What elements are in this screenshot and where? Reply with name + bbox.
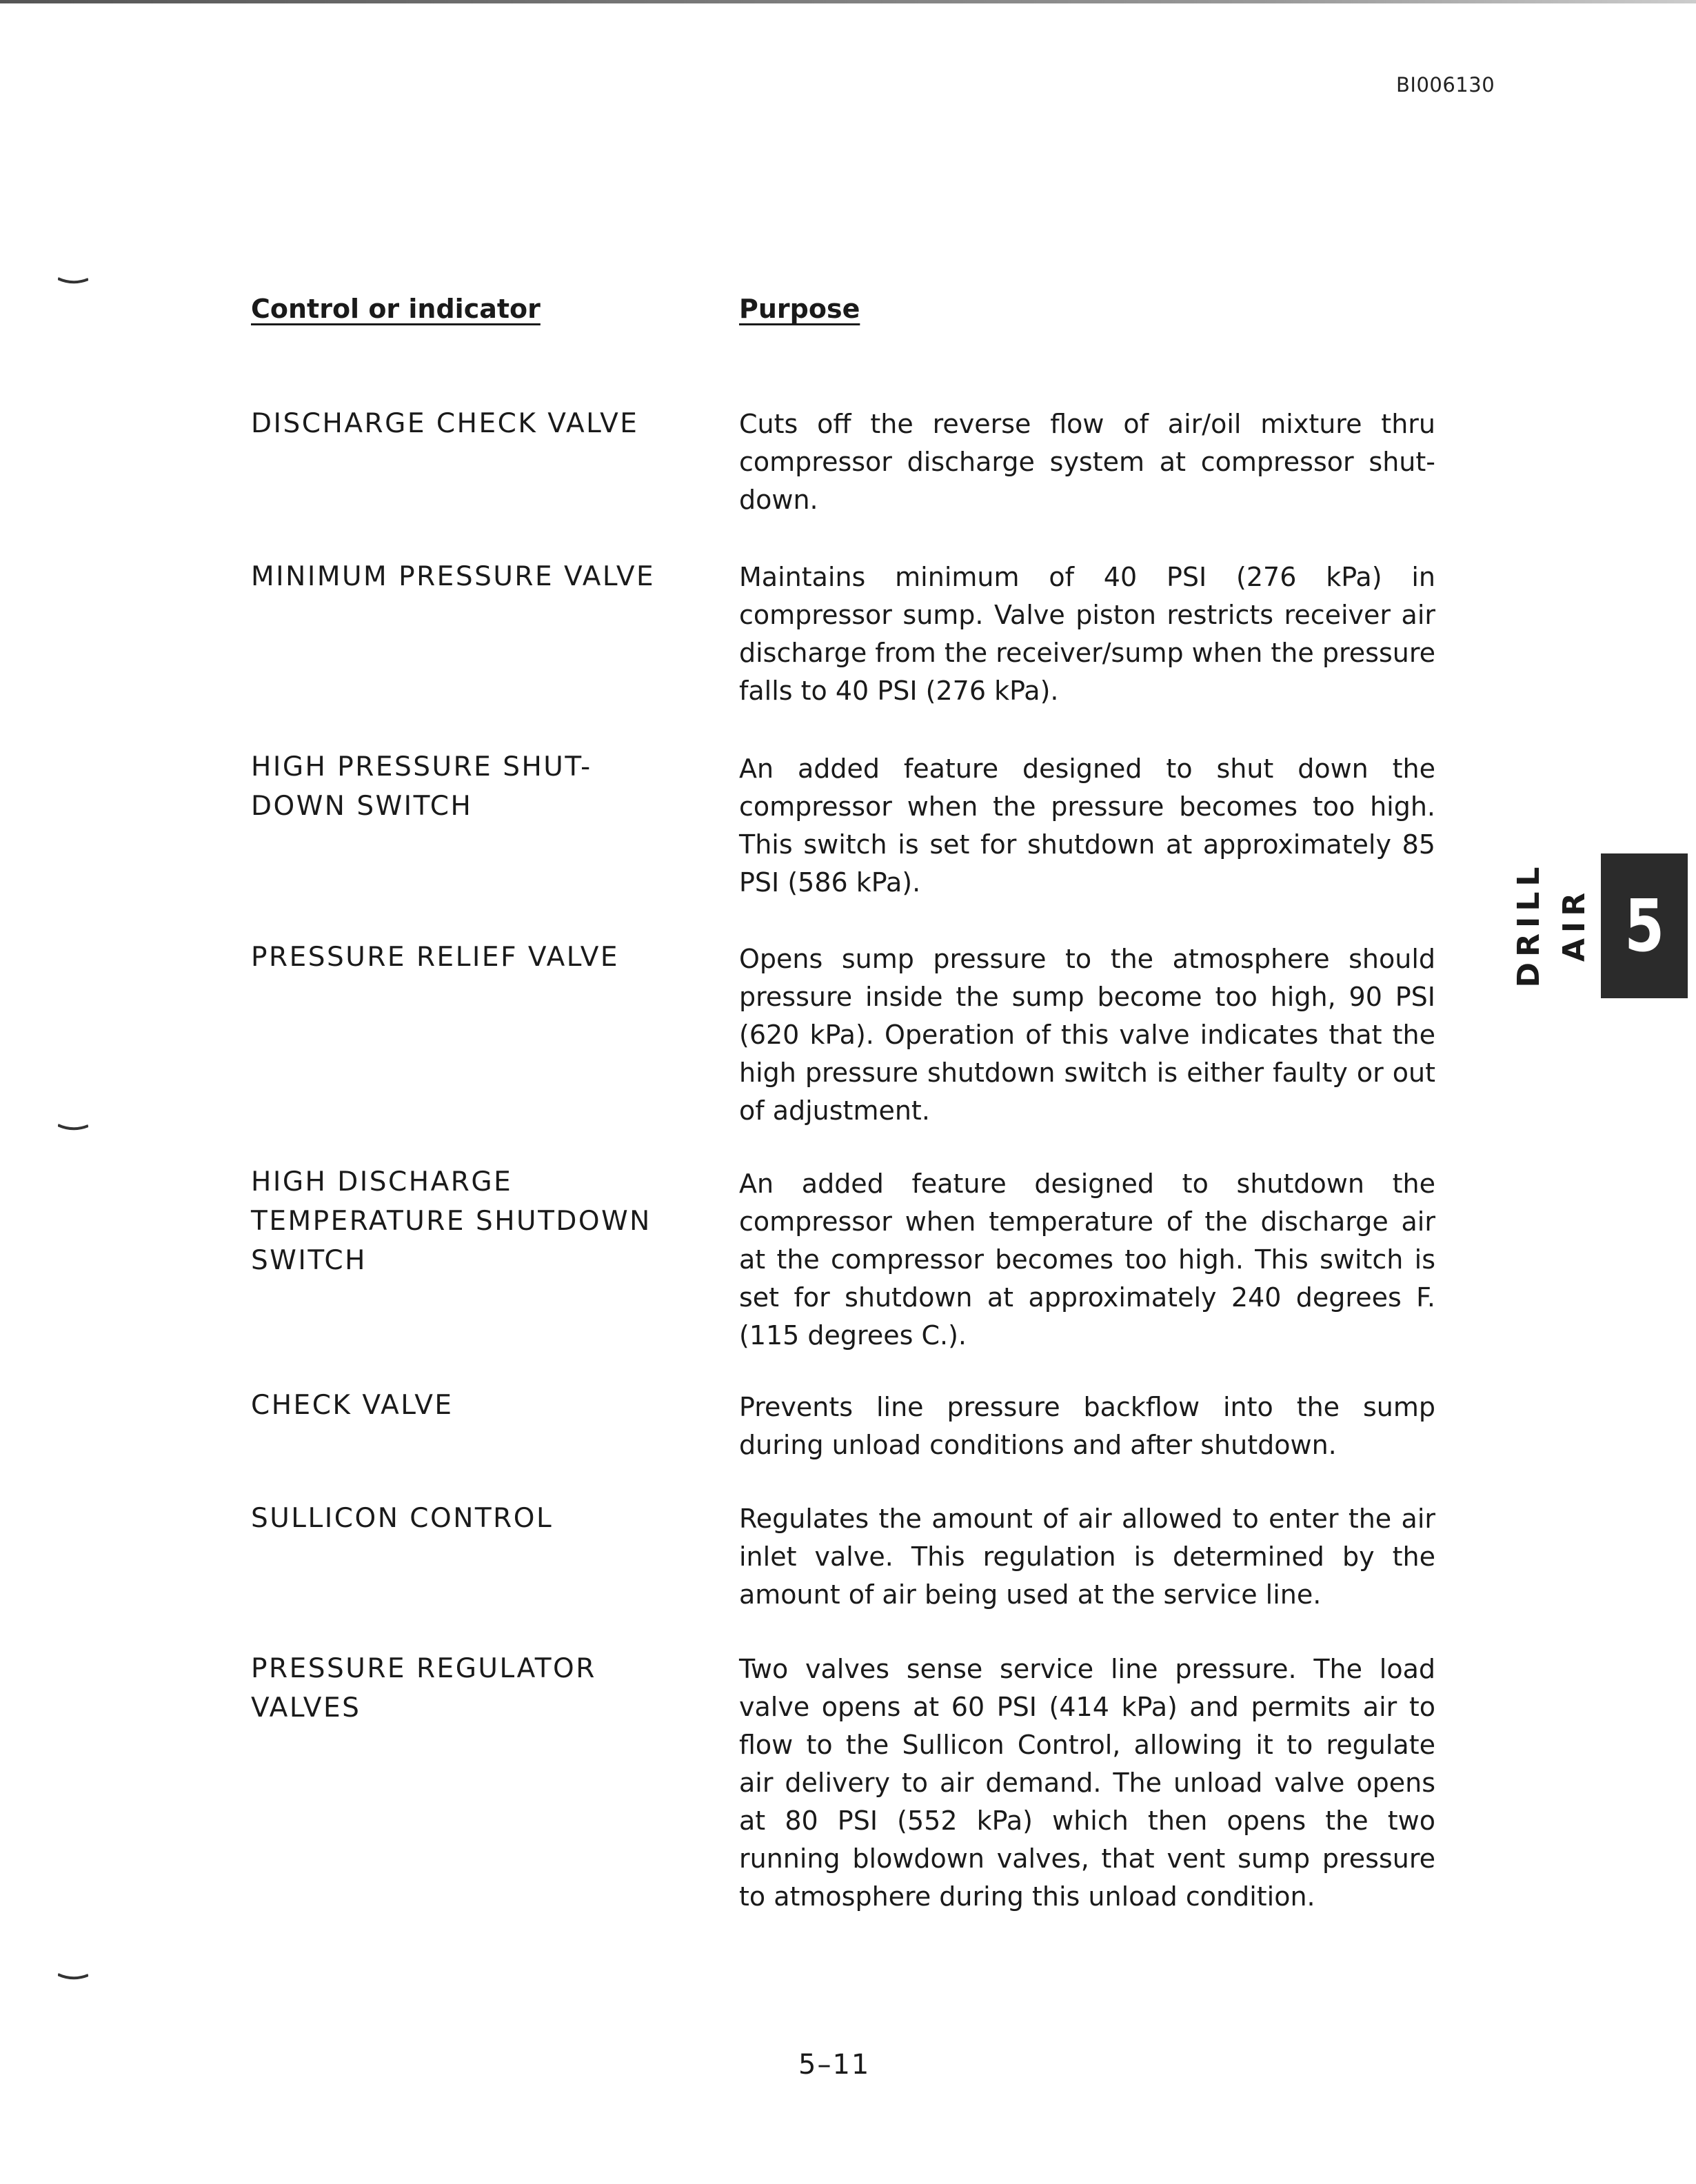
purpose-text: Prevents line pressure backflow into the sump during unload conditions and after shutdown. xyxy=(739,1392,1435,1460)
scan-edge xyxy=(0,0,1696,3)
control-label: HIGH PRESSURE SHUT-DOWN SWITCH xyxy=(251,751,592,822)
section-number: 5 xyxy=(1624,884,1664,968)
column-header-control: Control or indicator xyxy=(251,294,541,324)
control-label: SULLICON CONTROL xyxy=(251,1503,554,1534)
purpose-text: An added feature designed to shut down the compressor when the pressure becomes too high. This switch is set for shutdown at approximately 85 PSI (586 kPa). xyxy=(739,754,1435,898)
binder-mark xyxy=(58,277,88,284)
section-tab xyxy=(1601,853,1688,998)
column-header-purpose: Purpose xyxy=(739,294,860,324)
control-label: MINIMUM PRESSURE VALVE xyxy=(251,561,656,592)
control-label: DISCHARGE CHECK VALVE xyxy=(251,408,639,439)
binder-mark xyxy=(58,1124,88,1131)
purpose-text: Two valves sense service line pressure. The load valve opens at 60 PSI (414 kPa) and permits air to flow to the Sullicon Control, allowing it to regulate air delivery to air demand. The unload valve opens at 80 PSI (552 kPa) which then opens the two running blowdown valves, that vent sump pressure to atmosphere during this unload condition. xyxy=(739,1654,1435,1912)
control-label: PRESSURE REGULATOR VALVES xyxy=(251,1653,596,1723)
purpose-text: Cuts off the reverse flow of air/oil mixture thru compressor discharge system at compressor shut-down. xyxy=(739,409,1435,515)
purpose-text: An added feature designed to shutdown the compressor when temperature of the discharge air at the compressor becomes too high. This switch is set for shutdown at approximately 240 degrees F. (115 degrees C.). xyxy=(739,1169,1435,1351)
binder-mark xyxy=(58,1973,88,1980)
control-label: PRESSURE RELIEF VALVE xyxy=(251,942,620,973)
document-id: BI006130 xyxy=(1396,73,1495,97)
purpose-text: Maintains minimum of 40 PSI (276 kPa) in compressor sump. Valve piston restricts receiver air discharge from the receiver/sump when the pressure falls to 40 PSI (276 kPa). xyxy=(739,562,1435,706)
page-number: 5–11 xyxy=(798,2049,871,2081)
control-label: HIGH DISCHARGE TEMPERATURE SHUTDOWN SWITCH xyxy=(251,1166,652,1276)
control-label: CHECK VALVE xyxy=(251,1390,454,1421)
purpose-text: Regulates the amount of air allowed to enter the air inlet valve. This regulation is determined by the amount of air being used at the service line. xyxy=(739,1504,1435,1610)
purpose-text: Opens sump pressure to the atmosphere should pressure inside the sump become too high, 90 PSI (620 kPa). Operation of this valve indicates that the high pressure shutdown switch is either faulty or out of adjustment. xyxy=(739,944,1435,1126)
section-tab-word-air: AIR xyxy=(1557,887,1592,962)
section-tab-word-drill: DRILL xyxy=(1511,861,1546,988)
